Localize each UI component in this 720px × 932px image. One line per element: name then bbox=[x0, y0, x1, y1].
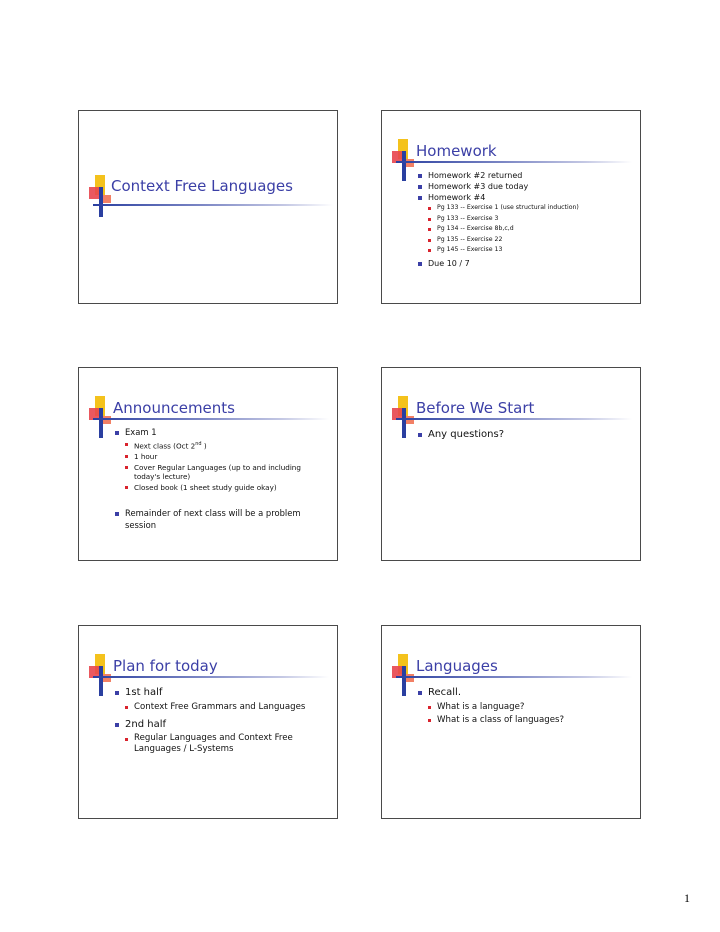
list-item: 2nd half bbox=[115, 716, 313, 733]
list-item: Remainder of next class will be a problem session bbox=[115, 507, 317, 531]
list-item: Homework #2 returned bbox=[418, 170, 630, 181]
list-subitem: 1 hour bbox=[125, 451, 317, 462]
bullet-list bbox=[418, 170, 630, 269]
slide-title: Plan for today bbox=[113, 657, 218, 675]
slide-5 bbox=[78, 625, 338, 819]
list-item: Homework #3 due today bbox=[418, 181, 630, 192]
list-subitem: Pg 135 -- Exercise 22 bbox=[428, 235, 630, 246]
list-spacer bbox=[115, 493, 317, 507]
slide-title: Homework bbox=[416, 142, 497, 160]
slide-title: Before We Start bbox=[416, 399, 535, 417]
slide-3 bbox=[78, 367, 338, 561]
list-subitem-text: Next class (Oct 2 bbox=[134, 441, 196, 451]
title-rule bbox=[93, 418, 329, 420]
list-subitem: Pg 133 -- Exercise 3 bbox=[428, 214, 630, 225]
bullet-list bbox=[418, 684, 630, 727]
slide-title: Languages bbox=[416, 657, 498, 675]
title-rule bbox=[396, 161, 632, 163]
superscript: nd bbox=[195, 441, 202, 447]
list-subitem bbox=[125, 439, 317, 451]
list-item: Any questions? bbox=[418, 426, 630, 443]
list-subitem: Cover Regular Languages (up to and including today's lecture) bbox=[125, 462, 317, 482]
slide-title: Announcements bbox=[113, 399, 235, 417]
bullet-list bbox=[115, 684, 313, 755]
list-subitem-text: ) bbox=[201, 441, 207, 451]
list-item: Homework #4 bbox=[418, 192, 630, 203]
list-subitem: What is a class of languages? bbox=[428, 714, 630, 727]
title-rule bbox=[93, 204, 333, 206]
list-subitem: Pg 133 -- Exercise 1 (use structural induction) bbox=[428, 203, 630, 214]
list-subitem: Context Free Grammars and Languages bbox=[125, 701, 313, 714]
title-rule bbox=[93, 676, 329, 678]
bullet-list bbox=[418, 426, 630, 443]
list-subitem: Regular Languages and Context Free Languages / L-Systems bbox=[125, 733, 313, 755]
slide-1 bbox=[78, 110, 338, 304]
slide-2 bbox=[381, 110, 641, 304]
title-rule bbox=[396, 418, 632, 420]
list-item: Exam 1 bbox=[115, 426, 317, 439]
title-rule bbox=[396, 676, 632, 678]
page-number: 1 bbox=[684, 891, 690, 905]
slide-4 bbox=[381, 367, 641, 561]
bullet-list bbox=[115, 426, 317, 531]
list-subitem: Pg 145 -- Exercise 13 bbox=[428, 245, 630, 256]
list-item: Due 10 / 7 bbox=[418, 258, 630, 269]
list-subitem: What is a language? bbox=[428, 701, 630, 714]
list-subitem: Pg 134 -- Exercise 8b,c,d bbox=[428, 224, 630, 235]
slide-6 bbox=[381, 625, 641, 819]
slide-title: Context Free Languages bbox=[111, 177, 293, 195]
list-item: Recall. bbox=[418, 684, 630, 701]
list-item: 1st half bbox=[115, 684, 313, 701]
list-subitem: Closed book (1 sheet study guide okay) bbox=[125, 482, 317, 493]
